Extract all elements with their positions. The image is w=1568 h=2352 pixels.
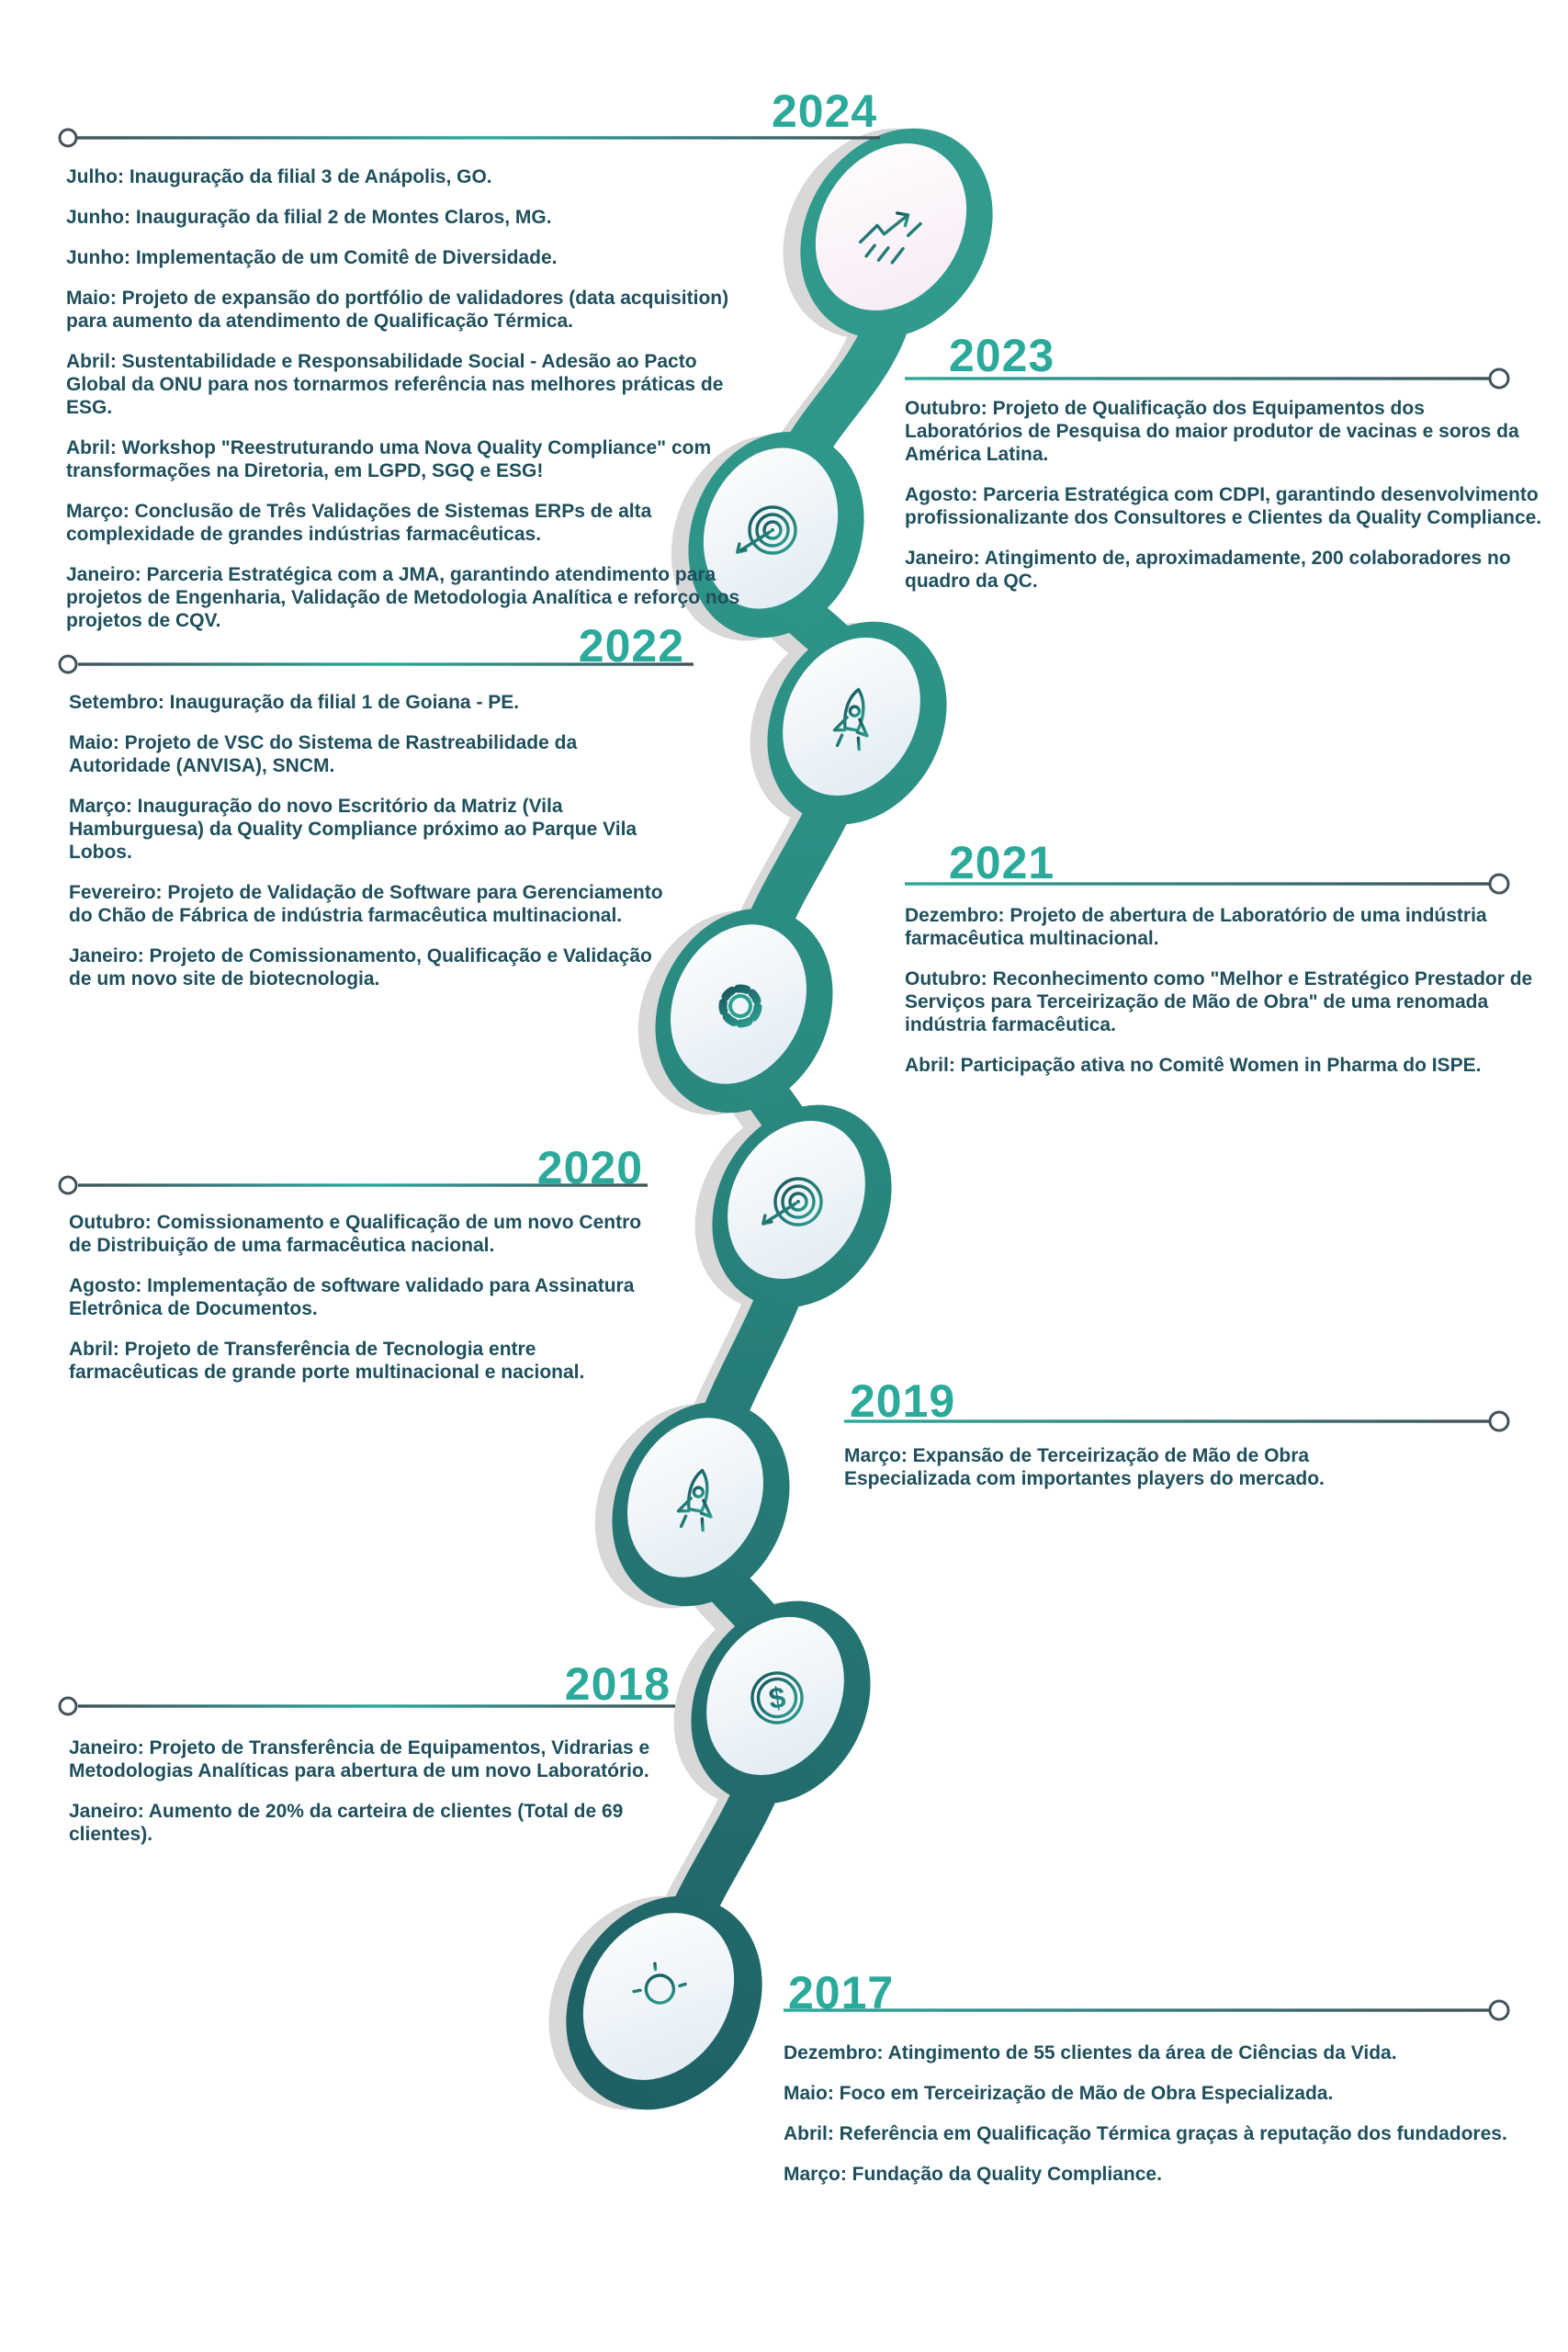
milestone-item: Abril: Projeto de Transferência de Tecnologia entre farmacêuticas de grande porte multinacional e nacional. [69,1339,585,1383]
milestone-item: Março: Fundação da Quality Compliance. [784,2164,1162,2185]
year-line-2024 [75,136,880,139]
year-title-2022: 2022 [578,620,684,672]
milestone-item: Abril: Workshop "Reestruturando uma Nova Quality Compliance" com transformações na Diretoria, em LGPD, SGQ e ESG! [66,437,712,481]
milestone-item: Outubro: Reconhecimento como "Melhor e Estratégico Prestador de Serviços para Terceirização de Mão de Obra" de uma renomada indústria farmacêutica. [905,968,1533,1035]
milestones-2017 [784,2041,1528,2203]
milestone-item: Fevereiro: Projeto de Validação de Software para Gerenciamento do Chão de Fábrica de indústria farmacêutica multinacional. [69,882,663,926]
year-line-start-dot-2024 [60,130,76,146]
milestone-item: Setembro: Inauguração da filial 1 de Goiana - PE. [69,692,520,713]
milestone-item: Janeiro: Aumento de 20% da carteira de clientes (Total de 69 clientes). [69,1801,624,1845]
year-title-2021: 2021 [949,837,1055,888]
milestone-item: Junho: Inauguração da filial 2 de Montes Claros, MG. [66,207,552,228]
year-line-start-dot-2020 [60,1177,76,1193]
year-title-2020: 2020 [536,1142,643,1193]
milestone-item: Março: Expansão de Terceirização de Mão de Obra Especializada com importantes players do mercado. [844,1445,1325,1489]
milestone-item: Julho: Inauguração da filial 3 de Anápolis, GO. [66,166,492,187]
milestone-item: Outubro: Projeto de Qualificação dos Equipamentos dos Laboratórios de Pesquisa do maior produtor de vacinas e soros da América Latina. [905,398,1519,465]
milestone-item: Janeiro: Atingimento de, aproximadamente, 200 colaboradores no quadro da QC. [905,548,1511,592]
year-title-2023: 2023 [949,330,1055,381]
milestone-item: Março: Conclusão de Três Validações de Sistemas ERPs de alta complexidade de grandes indústrias farmacêuticas. [66,501,652,545]
year-line-start-dot-2022 [60,656,76,673]
milestone-item: Janeiro: Parceria Estratégica com a JMA, garantindo atendimento para projetos de Engenharia, Validação de Metodologia Analítica e reforço nos projetos de CQV. [66,564,740,631]
milestone-item: Março: Inauguração do novo Escritório da Matriz (Vila Hamburguesa) da Quality Compliance próximo ao Parque Vila Lobos. [69,796,637,863]
year-line-end-dot-2023 [1490,369,1508,388]
milestone-item: Abril: Referência em Qualificação Térmica graças à reputação dos fundadores. [784,2123,1507,2144]
year-line-end-dot-2017 [1490,2001,1508,2019]
milestone-item: Janeiro: Projeto de Comissionamento, Qualificação e Validação de um novo site de biotecnologia. [69,945,652,989]
milestone-item: Maio: Foco em Terceirização de Mão de Obra Especializada. [784,2083,1334,2104]
milestones-2020 [69,1211,648,1401]
milestone-item: Agosto: Implementação de software validado para Assinatura Eletrônica de Documentos. [69,1275,635,1319]
milestones-2021 [905,904,1539,1094]
milestone-item: Abril: Sustentabilidade e Responsabilidade Social - Adesão ao Pacto Global da ONU para nos tornarmos referência nas melhores práticas de ESG. [66,351,724,418]
milestones-2018 [69,1736,694,1863]
year-title-2024: 2024 [772,85,878,137]
milestone-item: Dezembro: Projeto de abertura de Laboratório de uma indústria farmacêutica multinacional. [905,905,1487,949]
milestone-item: Outubro: Comissionamento e Qualificação de um novo Centro de Distribuição de uma farmacêutica nacional. [69,1212,642,1256]
svg-text:$: $ [766,1679,788,1716]
year-line-end-dot-2019 [1490,1412,1508,1430]
year-line-end-dot-2021 [1490,875,1508,893]
milestone-item: Janeiro: Projeto de Transferência de Equipamentos, Vidrarias e Metodologias Analíticas para abertura de um novo Laboratório. [69,1737,650,1781]
milestone-item: Maio: Projeto de expansão do portfólio de validadores (data acquisition) para aumento da atendimento de Qualificação Térmica. [66,288,729,332]
year-line-start-dot-2018 [60,1698,76,1714]
milestone-item: Junho: Implementação de um Comitê de Diversidade. [66,247,558,268]
milestone-item: Dezembro: Atingimento de 55 clientes da área de Ciências da Vida. [784,2042,1397,2064]
milestones-2019 [844,1444,1377,1508]
year-title-2017: 2017 [788,1967,895,2018]
milestone-item: Maio: Projeto de VSC do Sistema de Rastreabilidade da Autoridade (ANVISA), SNCM. [69,732,578,776]
milestones-2023 [905,397,1543,610]
year-title-2019: 2019 [850,1375,956,1427]
year-title-2018: 2018 [564,1658,671,1710]
milestones-2022 [69,691,671,1008]
milestones-2024 [66,165,760,650]
milestone-item: Abril: Participação ativa no Comitê Women in Pharma do ISPE. [905,1055,1482,1076]
milestone-item: Agosto: Parceria Estratégica com CDPI, garantindo desenvolvimento profissionalizante dos Consultores e Clientes da Quality Compliance. [905,484,1542,528]
